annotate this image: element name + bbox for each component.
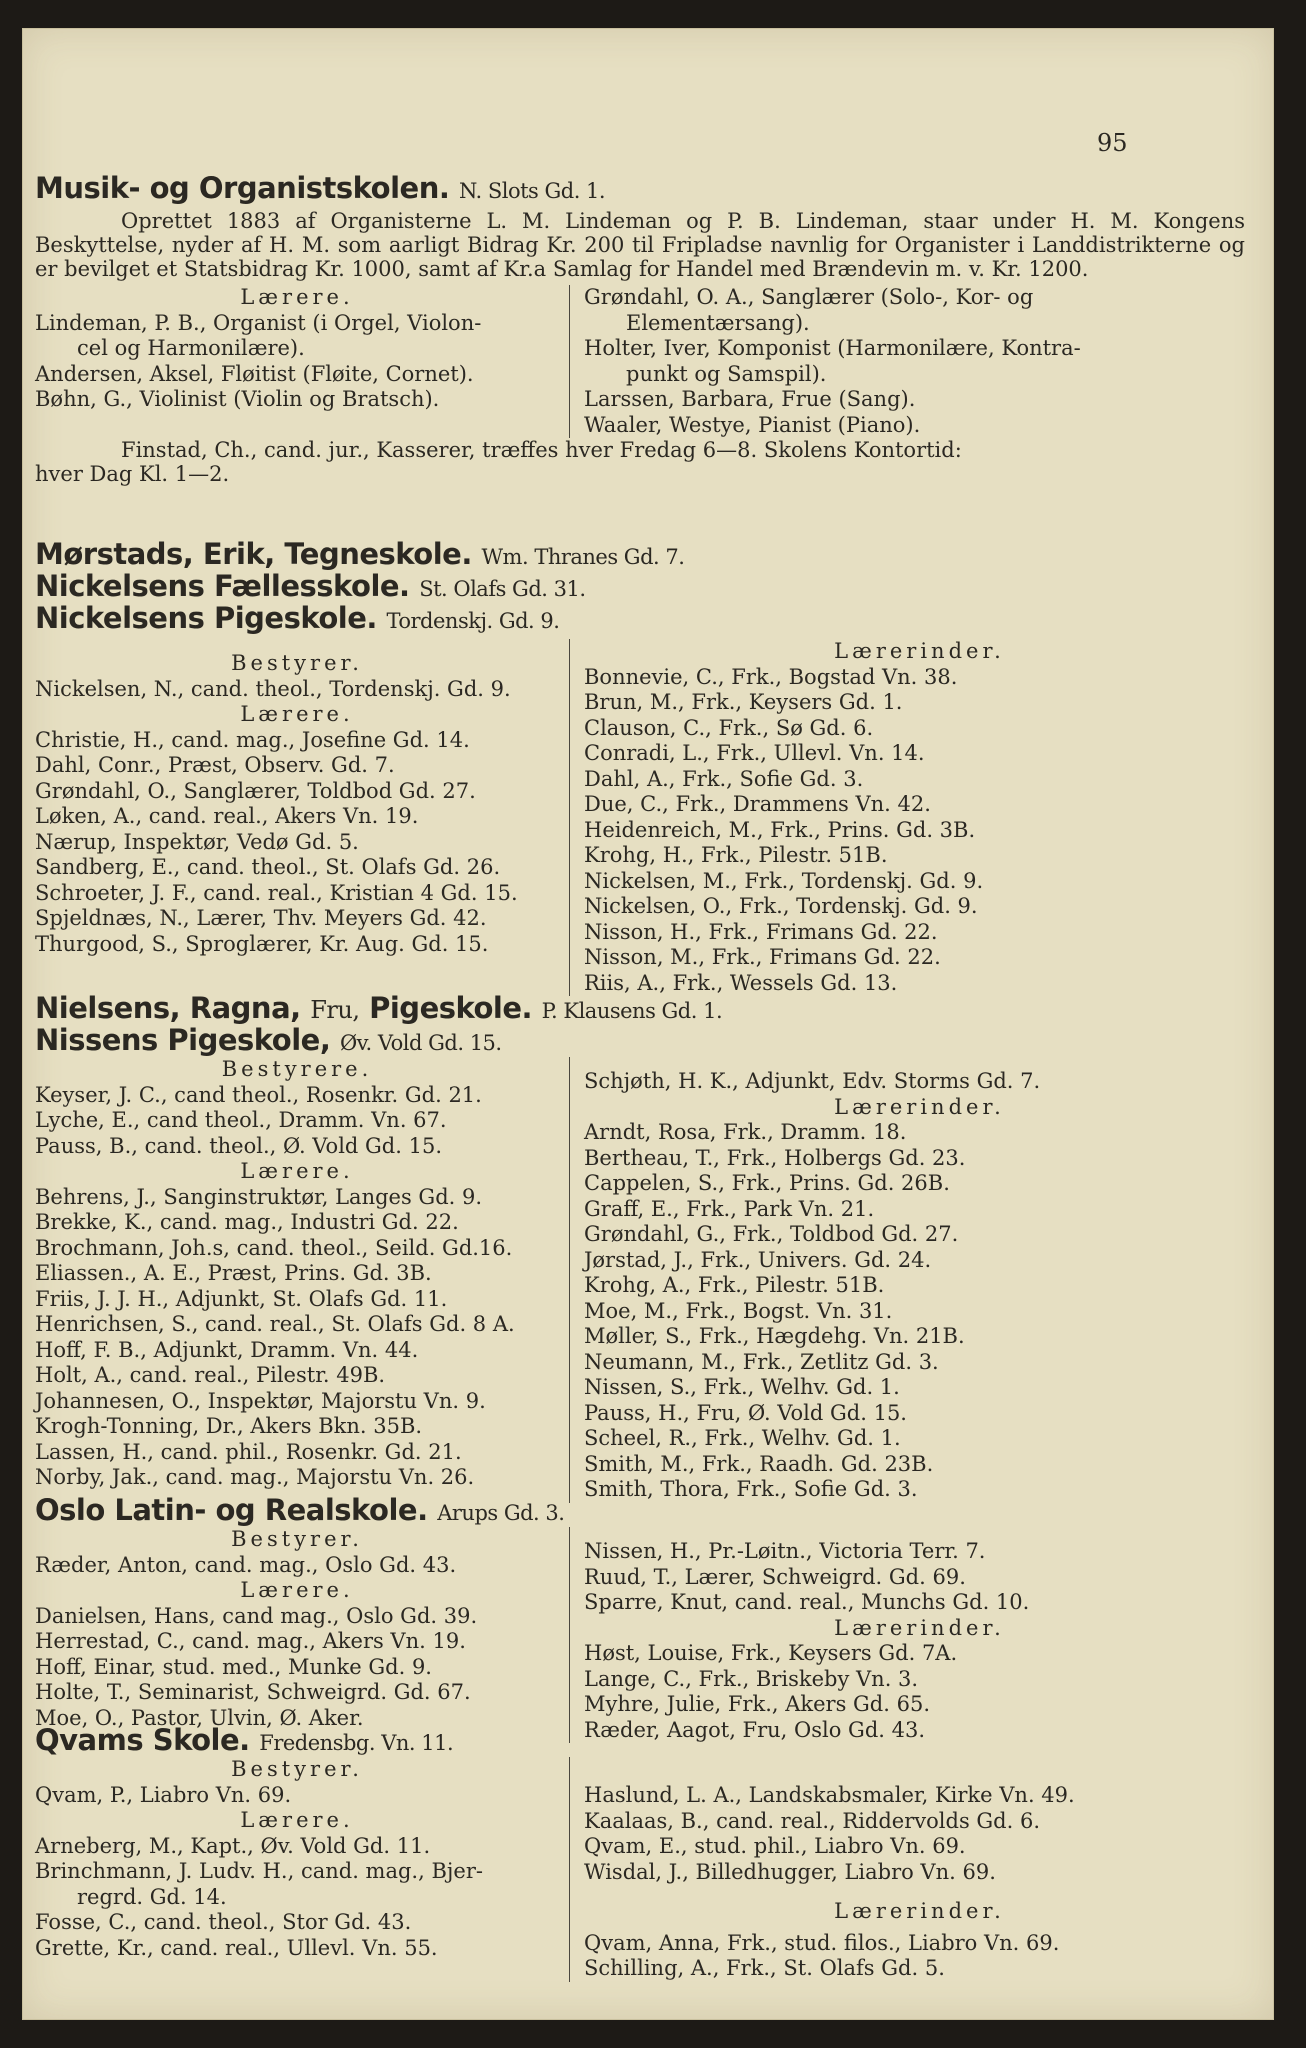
- section-title: Nickelsens Fællesskole.: [35, 569, 410, 603]
- heading-laerere: Lærere.: [240, 1159, 354, 1183]
- heading-laererinder: Lærerinder.: [834, 639, 1005, 663]
- list-item: Danielsen, Hans, cand mag., Oslo Gd. 39.: [35, 1603, 478, 1628]
- list-item: Lange, C., Frk., Briskeby Vn. 3.: [584, 1666, 919, 1691]
- list-item: Moe, M., Frk., Bogst. Vn. 31.: [584, 1298, 893, 1323]
- list-item: Friis, J. J. H., Adjunkt, St. Olafs Gd. 11.: [35, 1286, 448, 1311]
- list-item: Keyser, J. C., cand theol., Rosenkr. Gd. 21.: [35, 1082, 482, 1107]
- list-item: Grøndahl, G., Frk., Toldbod Gd. 27.: [584, 1222, 959, 1246]
- heading-laererinder: Lærerinder.: [834, 1899, 1005, 1923]
- section-title: Mørstads, Erik, Tegneskole.: [35, 537, 472, 571]
- list-item: Heidenreich, M., Frk., Prins. Gd. 3B.: [584, 817, 976, 842]
- list-item: Jørstad, J., Frk., Univers. Gd. 24.: [584, 1247, 932, 1272]
- list-item: Grøndahl, O., Sanglærer, Toldbod Gd. 27.: [35, 778, 476, 803]
- section-nickelsens-faelles: [35, 569, 1255, 603]
- section-title-fru: Fru,: [310, 996, 360, 1024]
- list-item: Qvam, E., stud. phil., Liabro Vn. 69.: [584, 1834, 966, 1858]
- list-item: Eliassen., A. E., Præst, Prins. Gd. 3B.: [35, 1261, 432, 1285]
- section-title: Nissens Pigeskole,: [35, 1023, 331, 1057]
- section-morstads: [35, 537, 1255, 571]
- directory-page: [22, 28, 1274, 2020]
- list-item: Bertheau, T., Frk., Holbergs Gd. 23.: [584, 1145, 966, 1170]
- heading-laererinder: Lærerinder.: [834, 1615, 1005, 1640]
- list-item: Spjeldnæs, N., Lærer, Thv. Meyers Gd. 42.: [35, 906, 487, 930]
- list-item: Holt, A., cand. real., Pilestr. 49B.: [35, 1363, 386, 1387]
- list-item: Myhre, Julie, Frk., Akers Gd. 65.: [584, 1692, 930, 1716]
- list-item: Lyche, E., cand theol., Dramm. Vn. 67.: [35, 1108, 447, 1132]
- list-item: Nissen, S., Frk., Welhv. Gd. 1.: [584, 1375, 900, 1399]
- list-item: Bøhn, G., Violinist (Violin og Bratsch).: [35, 387, 440, 411]
- list-item: Behrens, J., Sanginstruktør, Langes Gd. 9.: [35, 1184, 483, 1209]
- list-item: Conradi, L., Frk., Ullevl. Vn. 14.: [584, 741, 925, 765]
- list-item: Scheel, R., Frk., Welhv. Gd. 1.: [584, 1426, 901, 1450]
- section-qvams: [35, 1723, 1255, 1982]
- list-item: Kaalaas, B., cand. real., Riddervolds Gd. 6.: [584, 1808, 1041, 1833]
- list-item: Wisdal, J., Billedhugger, Liabro Vn. 69.: [584, 1859, 996, 1884]
- list-item: Waaler, Westye, Pianist (Piano).: [584, 412, 921, 437]
- list-item: Pauss, H., Fru, Ø. Vold Gd. 15.: [584, 1400, 907, 1425]
- list-item: Andersen, Aksel, Fløitist (Fløite, Cornet).: [35, 361, 474, 386]
- section-address: Arups Gd. 3.: [437, 1501, 565, 1525]
- list-item: Herrestad, C., cand. mag., Akers Vn. 19.: [35, 1629, 466, 1653]
- list-item: Ruud, T., Lærer, Schweigrd. Gd. 69.: [584, 1564, 966, 1589]
- list-item: Fosse, C., cand. theol., Stor Gd. 43.: [35, 1910, 412, 1934]
- section-title: Qvams Skole.: [35, 1723, 250, 1757]
- list-item: Nisson, M., Frk., Frimans Gd. 22.: [584, 945, 941, 969]
- list-item: Nickelsen, M., Frk., Tordenskj. Gd. 9.: [584, 868, 984, 893]
- list-item: Nickelsen, O., Frk., Tordenskj. Gd. 9.: [584, 894, 978, 918]
- list-item: Grøndahl, O. A., Sanglærer (Solo-, Kor- og: [584, 285, 1034, 309]
- list-item: Henrichsen, S., cand. real., St. Olafs Gd. 8 A.: [35, 1312, 515, 1336]
- list-item: Ræder, Aagot, Fru, Oslo Gd. 43.: [584, 1717, 926, 1742]
- list-item: Moe, O., Pastor, Ulvin, Ø. Aker.: [35, 1705, 364, 1730]
- list-item: Thurgood, S., Sproglærer, Kr. Aug. Gd. 15.: [35, 931, 489, 956]
- heading-laerere: Lærere.: [240, 1578, 354, 1602]
- list-item: Haslund, L. A., Landskabsmaler, Kirke Vn. 49.: [584, 1783, 1075, 1807]
- list-item: Larssen, Barbara, Frue (Sang).: [584, 387, 916, 411]
- list-item: Brochmann, Joh.s, cand. theol., Seild. Gd.16.: [35, 1235, 513, 1260]
- list-item: Nærup, Inspektør, Vedø Gd. 5.: [35, 829, 359, 854]
- section-title: Nickelsens Pigeskole.: [35, 601, 377, 635]
- list-item: Dahl, A., Frk., Sofie Gd. 3.: [584, 766, 864, 791]
- list-item: Neumann, M., Frk., Zetlitz Gd. 3.: [584, 1349, 939, 1374]
- list-item: Graff, E., Frk., Park Vn. 21.: [584, 1196, 875, 1221]
- heading-bestyrer: Bestyrer.: [231, 1527, 363, 1551]
- footer-note: hver Dag Kl. 1—2.: [35, 462, 230, 486]
- section-address: Tordenskj. Gd. 9.: [386, 609, 560, 633]
- section-nickelsens-pige: [35, 601, 1255, 996]
- list-item: Schilling, A., Frk., St. Olafs Gd. 5.: [584, 1956, 945, 1980]
- list-item: Arndt, Rosa, Frk., Dramm. 18.: [584, 1120, 907, 1144]
- list-item: Christie, H., cand. mag., Josefine Gd. 14.: [35, 727, 470, 752]
- heading-laerere: Lærere.: [240, 1808, 354, 1832]
- section-description: Oprettet 1883 af Organisterne L. M. Lindeman og P. B. Lindeman, staar under H. M. Kongens Beskyttelse, nyder af H. M. som aarligt Bidrag Kr. 200 til Fripladse navnlig for Organister i Landdistrikterne og er bevilget et Statsbidrag Kr. 1000, samt af Kr.a Samlag for Handel med Brændevin m. v. Kr. 1200.: [35, 209, 1245, 281]
- list-item: Bonnevie, C., Frk., Bogstad Vn. 38.: [584, 664, 958, 689]
- list-item: Holter, Iver, Komponist (Harmonilære, Kontra-: [584, 336, 1081, 360]
- list-item: Arneberg, M., Kapt., Øv. Vold Gd. 11.: [35, 1833, 431, 1858]
- list-item: Qvam, P., Liabro Vn. 69.: [35, 1782, 292, 1807]
- list-item: Due, C., Frk., Drammens Vn. 42.: [584, 792, 931, 816]
- section-address: Fredensbg. Vn. 11.: [259, 1731, 454, 1755]
- section-address: St. Olafs Gd. 31.: [419, 577, 586, 601]
- heading-bestyrer: Bestyrer.: [231, 1757, 363, 1781]
- heading-bestyrere: Bestyrere.: [221, 1057, 373, 1081]
- list-item: Lindeman, P. B., Organist (i Orgel, Violon-: [35, 310, 482, 335]
- list-item: Brun, M., Frk., Keysers Gd. 1.: [584, 690, 903, 714]
- section-title: Musik- og Organistskolen.: [35, 171, 450, 205]
- list-item: cel og Harmonilære).: [77, 336, 305, 360]
- section-title-suffix: Pigeskole.: [369, 991, 533, 1025]
- list-item: Schjøth, H. K., Adjunkt, Edv. Storms Gd. 7.: [584, 1069, 1041, 1093]
- list-item: Smith, Thora, Frk., Sofie Gd. 3.: [584, 1477, 918, 1501]
- list-item: Krohg, H., Frk., Pilestr. 51B.: [584, 843, 888, 867]
- section-address: Wm. Thranes Gd. 7.: [481, 545, 685, 569]
- list-item: Qvam, Anna, Frk., stud. filos., Liabro Vn. 69.: [584, 1930, 1060, 1955]
- footer-note: Finstad, Ch., cand. jur., Kasserer, træffes hver Fredag 6—8. Skolens Kontortid:: [121, 438, 962, 462]
- list-item: Riis, A., Frk., Wessels Gd. 13.: [584, 970, 898, 995]
- list-item: Brekke, K., cand. mag., Industri Gd. 22.: [35, 1210, 459, 1234]
- list-item: Dahl, Conr., Præst, Observ. Gd. 7.: [35, 753, 395, 777]
- list-item: Schroeter, J. F., cand. real., Kristian 4 Gd. 15.: [35, 880, 518, 905]
- list-item: Johannesen, O., Inspektør, Majorstu Vn. 9.: [35, 1388, 486, 1413]
- list-item: Hoff, Einar, stud. med., Munke Gd. 9.: [35, 1654, 432, 1679]
- page-number: 95: [1097, 129, 1128, 157]
- section-address: P. Klausens Gd. 1.: [541, 999, 723, 1023]
- list-item: Krohg, A., Frk., Pilestr. 51B.: [584, 1273, 885, 1297]
- list-item: Nickelsen, N., cand. theol., Tordenskj. Gd. 9.: [35, 676, 511, 701]
- list-item: Nissen, H., Pr.-Løitn., Victoria Terr. 7.: [584, 1539, 986, 1563]
- list-item: Pauss, B., cand. theol., Ø. Vold Gd. 15.: [35, 1133, 442, 1158]
- list-item: Clauson, C., Frk., Sø Gd. 6.: [584, 715, 874, 740]
- heading-laerere: Lærere.: [240, 285, 354, 309]
- section-address: N. Slots Gd. 1.: [458, 179, 606, 203]
- list-item: Møller, S., Frk., Hægdehg. Vn. 21B.: [584, 1324, 965, 1348]
- section-title: Nielsens, Ragna,: [35, 991, 301, 1025]
- list-item: Nisson, H., Frk., Frimans Gd. 22.: [584, 919, 938, 944]
- list-item: Smith, M., Frk., Raadh. Gd. 23B.: [584, 1451, 934, 1476]
- list-item: Cappelen, S., Frk., Prins. Gd. 26B.: [584, 1171, 950, 1195]
- heading-laererinder: Lærerinder.: [834, 1094, 1005, 1119]
- list-item: Elementærsang).: [626, 310, 810, 335]
- list-item: Hoff, F. B., Adjunkt, Dramm. Vn. 44.: [35, 1337, 419, 1362]
- heading-laerere: Lærere.: [240, 702, 354, 726]
- heading-bestyrer: Bestyrer.: [231, 651, 363, 675]
- list-item: Høst, Louise, Frk., Keysers Gd. 7A.: [584, 1641, 958, 1665]
- list-item: Grette, Kr., cand. real., Ullevl. Vn. 55.: [35, 1935, 438, 1960]
- list-item: Holte, T., Seminarist, Schweigrd. Gd. 67.: [35, 1680, 471, 1704]
- section-title: Oslo Latin- og Realskole.: [35, 1493, 428, 1527]
- list-item: Løken, A., cand. real., Akers Vn. 19.: [35, 804, 419, 828]
- list-item: Sandberg, E., cand. theol., St. Olafs Gd. 26.: [35, 855, 501, 879]
- list-item: Lassen, H., cand. phil., Rosenkr. Gd. 21.: [35, 1439, 462, 1464]
- list-item: Brinchmann, J. Ludv. H., cand. mag., Bjer-: [35, 1859, 483, 1883]
- list-item: Norby, Jak., cand. mag., Majorstu Vn. 26.: [35, 1465, 475, 1489]
- list-item: Sparre, Knut, cand. real., Munchs Gd. 10.: [584, 1590, 1030, 1614]
- section-musik: [35, 171, 1255, 486]
- list-item: Krogh-Tonning, Dr., Akers Bkn. 35B.: [35, 1414, 423, 1438]
- section-address: Øv. Vold Gd. 15.: [339, 1031, 502, 1055]
- section-oslo: [35, 1493, 1255, 1743]
- list-item: Ræder, Anton, cand. mag., Oslo Gd. 43.: [35, 1552, 457, 1577]
- list-item: regrd. Gd. 14.: [77, 1884, 227, 1909]
- section-nielsens: [35, 991, 1255, 1025]
- section-nissens: [35, 1023, 1255, 1503]
- list-item: punkt og Samspil).: [626, 361, 827, 386]
